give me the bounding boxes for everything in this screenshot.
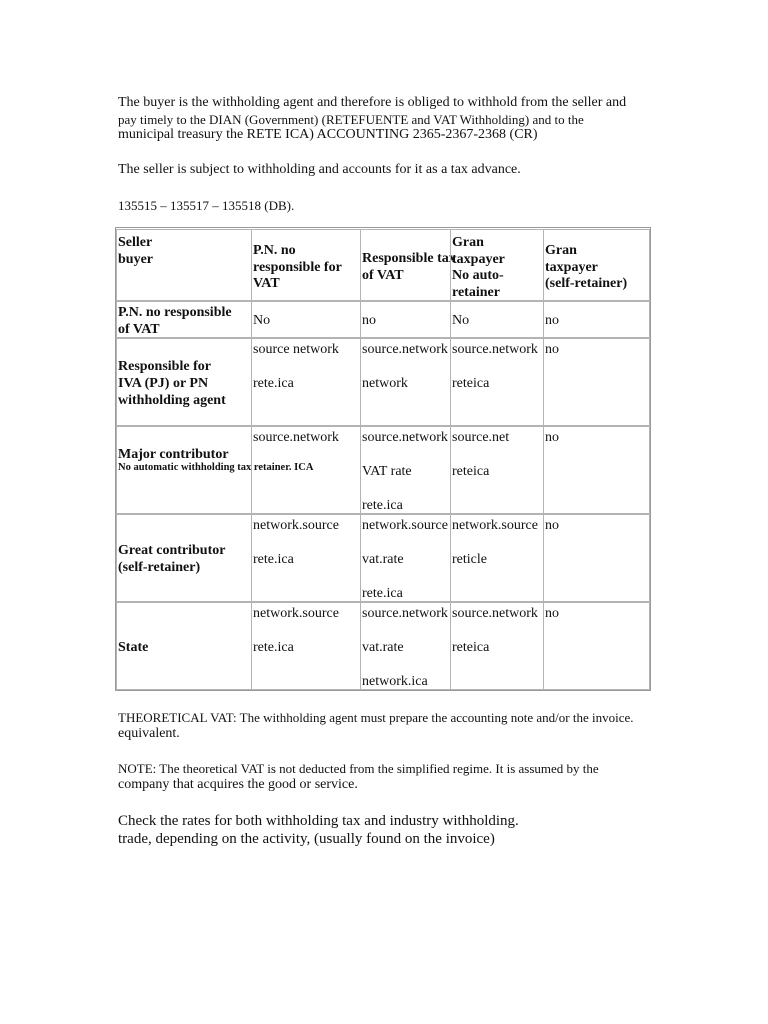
check-line: Check the rates for both withholding tax and industry withholding. [118,813,519,829]
note-paragraph [118,761,599,793]
table-header-gran-no-auto: Gran taxpayer No auto- retainer [450,229,544,301]
table-cell: no [543,602,650,690]
table-cell: No [251,301,361,338]
table-header-gran-self: Gran taxpayer (self-retainer) [543,229,650,301]
theoretical-line: THEORETICAL VAT: The withholding agent must prepare the accounting note and/or the invoice. [118,710,634,725]
table-cell: no [543,301,650,338]
table-cell: no [543,426,650,514]
intro-paragraph [118,95,626,144]
intro-line: municipal treasury the RETE ICA) ACCOUNTING 2365-2367-2368 (CR) [118,127,538,143]
table-header-corner: Seller buyer [116,229,252,301]
table-header-pn: P.N. no responsible for VAT [251,229,361,301]
table-cell: no [360,301,451,338]
note-line: company that acquires the good or service. [118,776,358,792]
check-rates-paragraph [118,812,519,848]
row-label-pn: P.N. no responsible of VAT [116,301,252,338]
intro-line: The buyer is the withholding agent and therefore is obliged to withhold from the seller and [118,95,627,110]
table-cell: source.network network [360,338,451,426]
table-cell: network.source rete.ica [251,602,361,690]
table-cell: source.network [251,426,361,514]
row-label-major: Major contributor No automatic withholding tax retainer. ICA [116,426,252,514]
table-cell: source.network VAT rate rete.ica [360,426,451,514]
table-cell: source.net reteica [450,426,544,514]
note-line: NOTE: The theoretical VAT is not deducted from the simplified regime. It is assumed by the [118,761,599,776]
table-cell: source.network reteica [450,602,544,690]
table-cell: network.source vat.rate rete.ica [360,514,451,602]
check-line: trade, depending on the activity, (usually found on the invoice) [118,831,495,847]
intro-line: pay timely to the DIAN (Government) (RETEFUENTE and VAT Withholding) and to the [118,111,584,127]
row-label-responsible: Responsible for IVA (PJ) or PN withholding agent [116,338,252,426]
table-cell: source.network reteica [450,338,544,426]
row-label-state: State [116,602,252,690]
table-cell: source.network vat.rate network.ica [360,602,451,690]
account-codes: 135515 – 135517 – 135518 (DB). [118,198,295,213]
seller-paragraph: The seller is subject to withholding and accounts for it as a tax advance. [118,162,521,177]
table-cell: source network rete.ica [251,338,361,426]
table-cell: No [450,301,544,338]
theoretical-line: equivalent. [118,725,180,741]
theoretical-vat-paragraph [118,710,634,742]
row-label-great: Great contributor (self-retainer) [116,514,252,602]
table-cell: no [543,514,650,602]
table-header-responsible: Responsible tax of VAT [360,229,451,301]
table-cell: network.source reticle [450,514,544,602]
table-cell: network.source rete.ica [251,514,361,602]
table-cell: no [543,338,650,426]
